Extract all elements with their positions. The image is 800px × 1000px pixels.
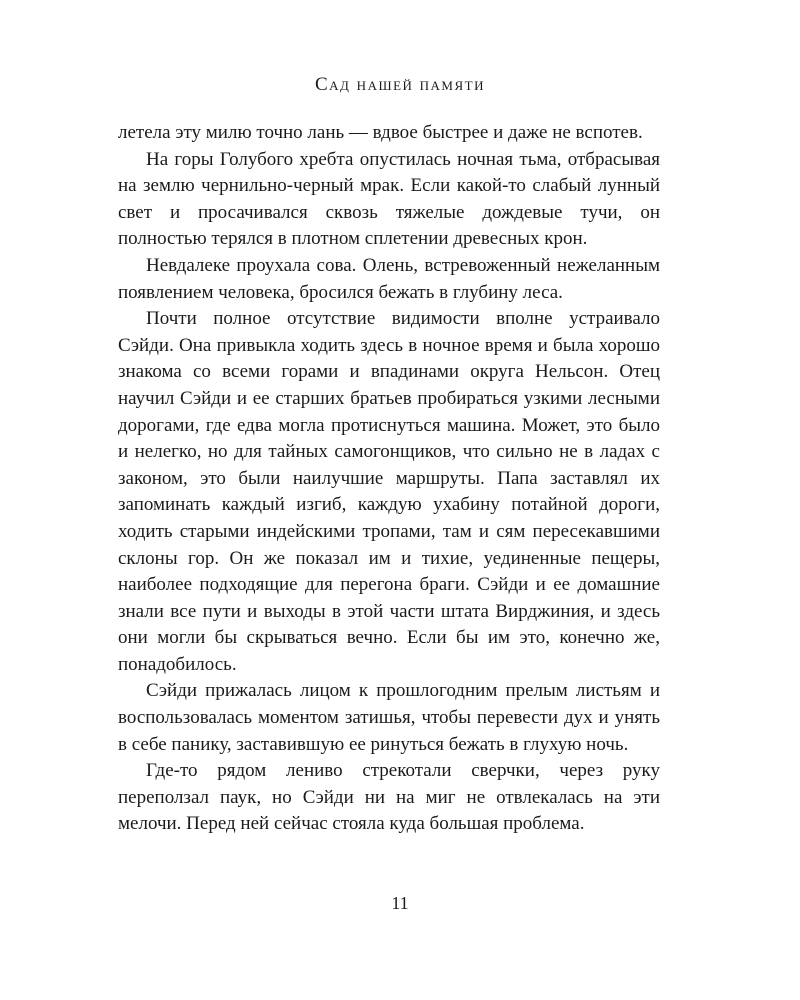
paragraph-4: Почти полное отсутствие видимости вполне устраивало Сэйди. Она привыкла ходить здесь в ночное время и была хорошо знакома со всеми горами и впадинами округа Нельсон. Отец научил Сэйди и ее старших братьев пробираться узкими лесными дорогами, где едва могла протиснуться машина. Может, это было и нелегко, но для тайных самогонщиков, что сильно не в ладах с законом, это были наилучшие маршруты. Папа заставлял их запоминать каждый изгиб, каждую ухабину потайной дороги, ходить старыми индейскими тропами, там и сям пересекавшими склоны гор. Он же показал им и тихие, уединенные пещеры, наиболее подходящие для перегона браги. Сэйди и ее домашние знали все пути и выходы в этой части штата Вирджиния, и здесь они могли бы скрываться вечно. Если бы им это, конечно же, понадобилось. xyxy=(118,308,660,675)
paragraph-3: Невдалеке проухала сова. Олень, встревоженный нежеланным появлением человека, бросился бежать в глубину леса. xyxy=(118,254,660,303)
paragraph-2: На горы Голубого хребта опустилась ночная тьма, отбрасывая на землю чернильно-черный мрак. Если какой-то слабый лунный свет и просачивался сквозь тяжелые дождевые тучи, он полностью терялся в плотном сплетении древесных крон. xyxy=(118,148,660,250)
paragraph-6: Где-то рядом лениво стрекотали сверчки, через руку переползал паук, но Сэйди ни на миг не отвлекалась на эти мелочи. Перед ней сейчас стояла куда большая проблема. xyxy=(118,760,660,835)
page-number: 11 xyxy=(391,893,409,913)
paragraph-1: летела эту милю точно лань — вдвое быстрее и даже не вспотев. xyxy=(118,122,643,143)
paragraph-5: Сэйди прижалась лицом к прошлогодним прелым листьям и воспользовалась моментом затишья, чтобы перевести дух и унять в себе панику, заставившую ее ринуться бежать в глухую ночь. xyxy=(118,680,660,755)
running-head: Сад нашей памяти xyxy=(315,74,485,95)
body-text xyxy=(118,120,660,838)
